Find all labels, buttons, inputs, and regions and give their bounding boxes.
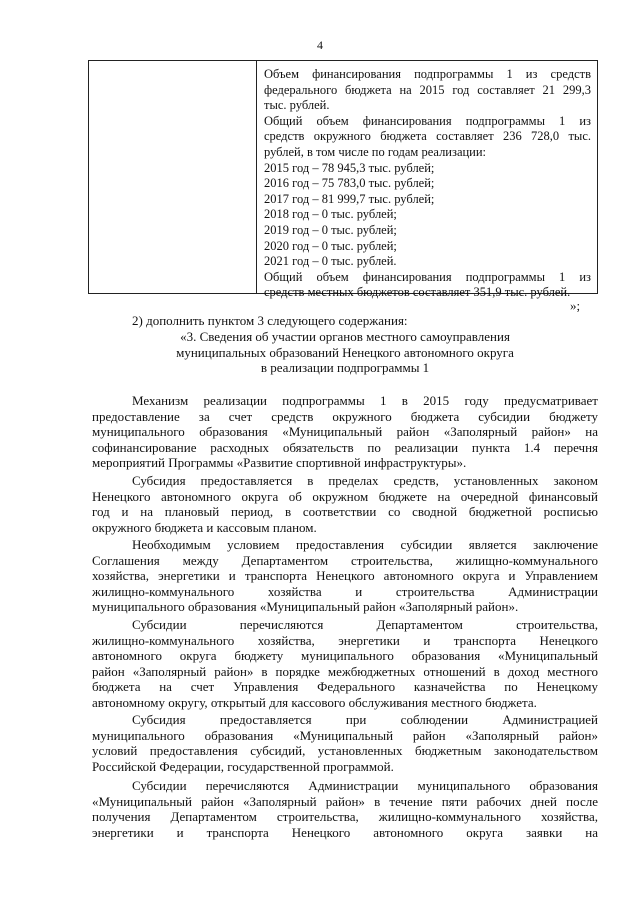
- table-column-divider: [256, 61, 257, 293]
- paragraph-line: муниципального образования «Муниципальный район «Заполярный район» на: [92, 424, 598, 440]
- paragraph-line: район «Заполярный район» в порядке межбюджетных отношений в доход местного: [92, 663, 598, 679]
- paragraph-line: жилищно-коммунального хозяйства и строительства Администрации: [92, 583, 598, 599]
- paragraph-line: автономного округа бюджету муниципального образования «Муниципальный: [92, 648, 598, 664]
- paragraph-line: мероприятий Программы «Развитие спортивной инфраструктуры».: [92, 455, 467, 471]
- paragraph-line: Субсидия предоставляется в пределах средств, установленных законом: [132, 473, 598, 488]
- paragraph-line: год и на плановый период, в соответствии со сводной бюджетной росписью: [92, 504, 598, 520]
- paragraph-line: Субсидии перечисляются Администрации муниципального образования: [132, 778, 598, 793]
- paragraph-line: бюджета на счет Управления Федерального казначейства по Ненецкому: [92, 679, 598, 695]
- paragraph-transfer: [92, 617, 598, 711]
- table-line: 2020 год – 0 тыс. рублей;: [264, 238, 397, 253]
- paragraph-line: энергетики и транспорта Ненецкого автономного округа заявки на: [92, 824, 598, 840]
- paragraph-line: жилищно-коммунального хозяйства, энергетики и транспорта Ненецкого: [92, 632, 598, 648]
- paragraph-line: Ненецкого автономного округа об окружном бюджете на очередной финансовый: [92, 488, 598, 504]
- table-line: 2017 год – 81 999,7 тыс. рублей;: [264, 191, 435, 206]
- paragraph-line: условий предоставления субсидий, установленных бюджетным законодательством: [92, 743, 598, 759]
- item-2-intro: 2) дополнить пунктом 3 следующего содержания:: [132, 313, 408, 328]
- paragraph-agreement: [92, 537, 598, 615]
- section-heading: [92, 329, 598, 376]
- table-line: Объем финансирования подпрограммы 1 из средств: [264, 67, 591, 81]
- page-number: 4: [317, 38, 323, 52]
- paragraph-mechanism: [92, 393, 598, 471]
- table-line: 2021 год – 0 тыс. рублей.: [264, 254, 397, 269]
- table-line: федерального бюджета на 2015 год составляет 21 299,3: [264, 82, 591, 97]
- table-line: Общий объем финансирования подпрограммы 1 из: [264, 269, 591, 284]
- paragraph-line: муниципального образования «Муниципальный район «Заполярный район».: [92, 599, 519, 615]
- paragraph-line: Необходимым условием предоставления субсидии является заключение: [132, 537, 598, 552]
- paragraph-conditions: [92, 712, 598, 774]
- paragraph-subsidy-limits: [92, 473, 598, 535]
- paragraph-line: Субсидии перечисляются Департаментом строительства,: [132, 617, 598, 632]
- table-line: 2019 год – 0 тыс. рублей;: [264, 222, 397, 237]
- paragraph-line: Российской Федерации, государственной программой.: [92, 758, 394, 774]
- heading-line: «3. Сведения об участии органов местного самоуправления: [180, 329, 510, 344]
- financing-table: [88, 60, 598, 300]
- heading-line: муниципальных образований Ненецкого автономного округа: [176, 344, 514, 360]
- paragraph-line: Соглашения между Департаментом строительства, жилищно-коммунального: [92, 552, 598, 568]
- paragraph-line: муниципального образования «Муниципальный район «Заполярный район»: [92, 727, 598, 743]
- table-line: Общий объем финансирования подпрограммы 1 из: [264, 113, 591, 128]
- table-line: средств местных бюджетов составляет 351,9 тыс. рублей.: [264, 285, 571, 300]
- paragraph-line: «Муниципальный район «Заполярный район» в течение пяти рабочих дней после: [92, 793, 598, 809]
- paragraph-line: софинансирование расходных обязательств по реализации пункта 1.4 перечня: [92, 439, 598, 455]
- table-line: 2018 год – 0 тыс. рублей;: [264, 207, 397, 222]
- paragraph-line: окружного бюджета и кассовым планом.: [92, 519, 317, 535]
- paragraph-line: предоставление за счет средств окружного бюджета субсидии бюджету: [92, 408, 598, 424]
- paragraph-line: Механизм реализации подпрограммы 1 в 2015 году предусматривает: [132, 393, 598, 408]
- paragraph-line: Субсидия предоставляется при соблюдении Администрацией: [132, 712, 598, 727]
- paragraph-line: хозяйства, энергетики и транспорта Ненецкого автономного округа и Управлением: [92, 568, 598, 584]
- table-line: средств окружного бюджета составляет 236 728,0 тыс.: [264, 129, 591, 144]
- paragraph-payment-timing: [92, 778, 598, 840]
- table-line: тыс. рублей.: [264, 98, 330, 113]
- financing-table-cell: [264, 67, 591, 301]
- table-line: 2016 год – 75 783,0 тыс. рублей;: [264, 176, 435, 191]
- heading-line: в реализации подпрограммы 1: [260, 360, 430, 376]
- table-line: рублей, в том числе по годам реализации:: [264, 144, 487, 159]
- closing-quote-mark: »;: [570, 298, 581, 313]
- paragraph-line: получения Департаментом строительства, жилищно-коммунального хозяйства,: [92, 809, 598, 825]
- paragraph-line: автономному округу, открытый для кассового обслуживания местного бюджета.: [92, 694, 537, 710]
- table-line: 2015 год – 78 945,3 тыс. рублей;: [264, 160, 435, 175]
